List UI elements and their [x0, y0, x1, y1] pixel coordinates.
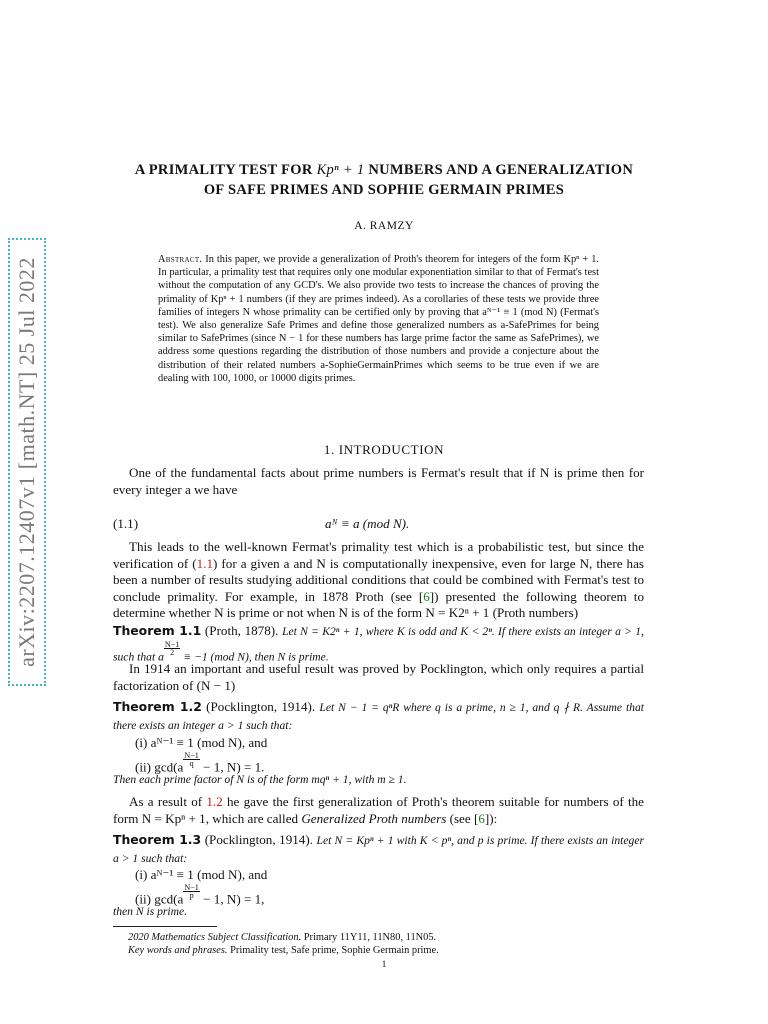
intro-paragraph-2: This leads to the well-known Fermat's primality test which is a probabilistic test, but since the verification of (1.1) for a given a and N is computationally inexpensive, even for large N, there has been a number of results studying additional conditions that could be combined with Fermat's test to conclude primality. For example, in 1878 Proth (see [6]) presented the following theorem to determine whether N is prime or not when N is of the form N = K2ⁿ + 1 (Proth numbers) [113, 539, 644, 621]
title-line-2: OF SAFE PRIMES AND SOPHIE GERMAIN PRIMES [203, 182, 565, 198]
equation-expression: aᴺ ≡ a (mod N). [325, 516, 410, 531]
theorem-1-3-item-1: (i) aᴺ⁻¹ ≡ 1 (mod N), and [135, 867, 268, 882]
footnote-keywords: Key words and phrases. Primality test, Safe prime, Sophie Germain prime. [128, 945, 439, 956]
title-line-1: A PRIMALITY TEST FOR Kpⁿ + 1 NUMBERS AND A GENERALIZATION [134, 162, 634, 178]
citation-link[interactable]: 6 [478, 810, 485, 826]
intro-paragraph-4: As a result of 1.2 he gave the first generalization of Proth's theorem suitable for numbers of the form N = Kpⁿ + 1, which are called Generalized Proth numbers (see [6]): [113, 794, 644, 826]
theorem-1-3-item-2: (ii) gcd(a $\frac{N-1}{p}$ − 1, N) = 1, [135, 883, 265, 907]
intro-paragraph-1: One of the fundamental facts about prime numbers is Fermat's result that if N is prime then for every integer a we have [113, 465, 644, 497]
theorem-heading: Theorem 1.3 [113, 832, 202, 847]
theorem-1-3: Theorem 1.3 (Pocklington, 1914). Let N = Kpⁿ + 1 with K < pⁿ, and p is prime. If there exists an integer a > 1 such that: [113, 832, 644, 865]
author: A. RAMZY [354, 220, 414, 232]
theorem-1-3-conclusion: then N is prime. [113, 905, 188, 918]
theorem-ref-link[interactable]: 1.2 [206, 794, 223, 809]
abstract-label: Abstract. [158, 254, 203, 265]
footnote-msc: 2020 Mathematics Subject Classification. Primary 11Y11, 11N80, 11N05. [128, 932, 437, 943]
page-number: 1 [381, 960, 387, 970]
theorem-1-2-conclusion: Then each prime factor of N is of the form mqⁿ + 1, with m ≥ 1. [113, 773, 407, 786]
arxiv-identifier: arXiv:2207.12407v1 [math.NT] 25 Jul 2022 [14, 257, 39, 667]
abstract-text: In this paper, we provide a generalization of Proth's theorem for integers of the form Kpⁿ + 1. In particular, a primality test that requires only one modular exponentiation similar to that of Fermat's test without the computation of any GCD's. We also provide two tests to increase the chances of proving the primality of Kpⁿ + 1 numbers (if they are primes indeed). As a corollaries of these tests we provide three families of integers N whose primality can be certified only by proving that aᴺ⁻¹ ≡ 1 (mod N) (Fermat's test). We also generalize Safe Primes and define those generalized numbers as a-SafePrimes for being similar to SafePrimes (since N − 1 for these numbers has large prime factor the same as SafePrimes), we address some questions regarding the distribution of those numbers and provide a conjecture about the distribution of their related numbers a-SophieGermainPrimes which seems to be true even if we are dealing with 100, 1000, or 10000 digits primes. [158, 254, 599, 384]
theorem-1-1: Theorem 1.1 (Proth, 1878). Let N = K2ⁿ + 1, where K is odd and K < 2ⁿ. If there exists an integer a > 1, such that a $\frac{N-1}{2}$ ≡ −1 (mod N), then N is prime. [113, 623, 644, 664]
abstract [158, 253, 599, 385]
intro-paragraph-3: In 1914 an important and useful result was proved by Pocklington, which only requires a partial factorization of (N − 1) [113, 661, 644, 693]
fraction-exponent: $\frac{N-1}{2}$ [164, 639, 180, 657]
paper-title [100, 160, 668, 200]
equation-ref-link[interactable]: 1.1 [196, 555, 214, 571]
footnote-rule [113, 926, 217, 927]
equation-1-1 [113, 516, 644, 534]
theorem-1-2-item-2: (ii) gcd(a $\frac{N-1}{q}$ − 1, N) = 1. [135, 751, 265, 775]
theorem-1-2: Theorem 1.2 (Pocklington, 1914). Let N − 1 = qⁿR where q is a prime, n ≥ 1, and q ∤ R. Assume that there exists an integer a > 1 such that: [113, 699, 644, 732]
arxiv-stamp [8, 238, 46, 686]
theorem-heading: Theorem 1.1 [113, 623, 202, 638]
theorem-heading: Theorem 1.2 [113, 699, 202, 714]
theorem-1-2-item-1: (i) aᴺ⁻¹ ≡ 1 (mod N), and [135, 735, 268, 750]
section-heading: 1. INTRODUCTION [323, 442, 445, 457]
equation-number: (1.1) [113, 516, 139, 531]
citation-link[interactable]: 6 [423, 588, 430, 604]
